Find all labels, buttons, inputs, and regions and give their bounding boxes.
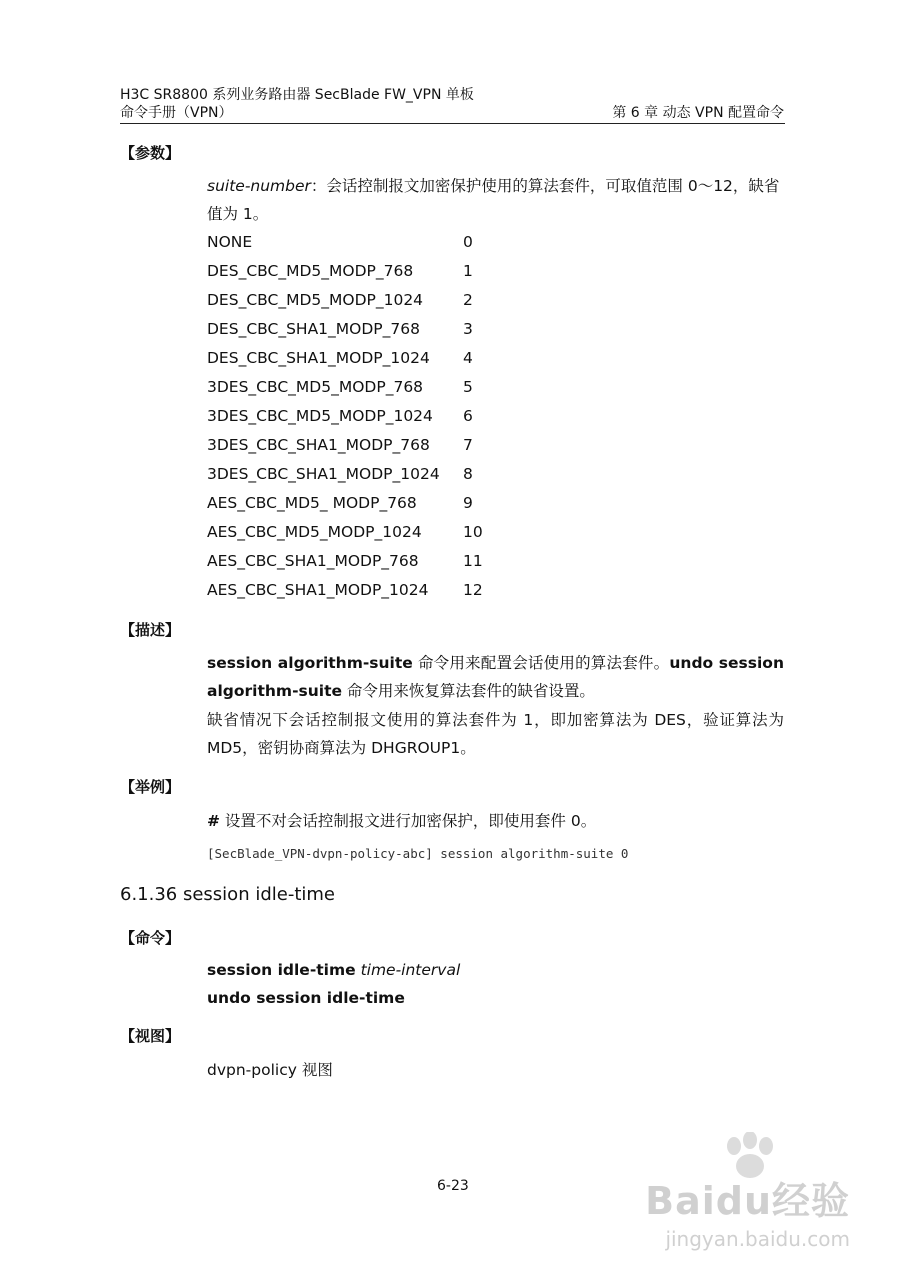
suite-name: 3DES_CBC_MD5_MODP_1024 xyxy=(207,407,433,425)
param-arg-name: suite-number xyxy=(207,177,311,195)
suite-row xyxy=(207,286,473,315)
desc-cmd-2: undo session algorithm-suite xyxy=(207,654,784,700)
view-heading: 【视图】 xyxy=(120,1027,181,1045)
page-number: 6-23 xyxy=(437,1178,469,1194)
command-line-1 xyxy=(207,956,784,984)
header-manual-name: 命令手册（VPN） xyxy=(120,105,233,121)
suite-value: 8 xyxy=(463,465,473,483)
paw-icon xyxy=(720,1132,780,1182)
command-line-2: undo session idle-time xyxy=(207,989,405,1007)
suite-value: 1 xyxy=(463,262,473,280)
desc-text-2: 命令用来恢复算法套件的缺省设置。 xyxy=(342,682,595,700)
suite-value: 10 xyxy=(463,523,483,541)
suite-row xyxy=(207,460,473,489)
watermark-brand: Baidu经验 xyxy=(645,1179,850,1223)
example-comment xyxy=(207,807,784,835)
command-heading: 【命令】 xyxy=(120,929,181,947)
cmd-arg-time-interval: time-interval xyxy=(355,961,461,979)
description-para-1 xyxy=(207,649,784,705)
suite-row xyxy=(207,344,473,373)
suite-row xyxy=(207,315,473,344)
suite-row xyxy=(207,576,483,605)
header-chapter: 第 6 章 动态 VPN 配置命令 xyxy=(612,105,784,121)
suite-name: AES_CBC_MD5_ MODP_768 xyxy=(207,494,417,512)
suite-name: 3DES_CBC_SHA1_MODP_1024 xyxy=(207,465,440,483)
suite-name: DES_CBC_MD5_MODP_1024 xyxy=(207,291,424,309)
suite-name: DES_CBC_SHA1_MODP_1024 xyxy=(207,349,430,367)
suite-name: 3DES_CBC_MD5_MODP_768 xyxy=(207,378,424,396)
suite-value: 11 xyxy=(463,552,483,570)
suite-row xyxy=(207,431,473,460)
header-title: H3C SR8800 系列业务路由器 SecBlade FW_VPN 单板 xyxy=(120,87,474,103)
view-text: dvpn-policy 视图 xyxy=(207,1061,333,1079)
suite-row xyxy=(207,547,483,576)
suite-name: 3DES_CBC_SHA1_MODP_768 xyxy=(207,436,430,454)
suite-name: DES_CBC_SHA1_MODP_768 xyxy=(207,320,420,338)
suite-value: 4 xyxy=(463,349,473,367)
params-description xyxy=(207,172,784,228)
watermark-url: jingyan.baidu.com xyxy=(665,1227,850,1251)
suite-value: 6 xyxy=(463,407,473,425)
suite-value: 7 xyxy=(463,436,473,454)
desc-text-1: 命令用来配置会话使用的算法套件。 xyxy=(412,654,670,672)
suite-name: AES_CBC_MD5_MODP_1024 xyxy=(207,523,422,541)
header-rule xyxy=(120,123,785,124)
suite-name: DES_CBC_MD5_MODP_768 xyxy=(207,262,414,280)
example-hash: # xyxy=(207,812,220,830)
suite-row xyxy=(207,489,473,518)
suite-name: NONE xyxy=(207,233,253,251)
suite-row xyxy=(207,228,473,257)
example-heading: 【举例】 xyxy=(120,778,181,796)
description-para-2: 缺省情况下会话控制报文使用的算法套件为 1，即加密算法为 DES，验证算法为 MD5，密钥协商算法为 DHGROUP1。 xyxy=(207,711,784,757)
suite-value: 2 xyxy=(463,291,473,309)
section-title: 6.1.36 session idle-time xyxy=(120,884,335,905)
suite-value: 0 xyxy=(463,233,473,251)
suite-value: 5 xyxy=(463,378,473,396)
suite-row xyxy=(207,373,473,402)
suite-value: 9 xyxy=(463,494,473,512)
example-code: [SecBlade_VPN-dvpn-policy-abc] session algorithm-suite 0 xyxy=(207,846,629,861)
suite-row xyxy=(207,402,473,431)
desc-cmd-1: session algorithm-suite xyxy=(207,654,413,672)
params-heading: 【参数】 xyxy=(120,144,181,162)
suite-row xyxy=(207,518,483,547)
cmd-session-idle-time: session idle-time xyxy=(207,961,356,979)
suite-value: 3 xyxy=(463,320,473,338)
param-desc-2: 值为 1。 xyxy=(207,205,269,223)
suite-row xyxy=(207,257,473,286)
suite-name: AES_CBC_SHA1_MODP_768 xyxy=(207,552,419,570)
description-heading: 【描述】 xyxy=(120,621,181,639)
watermark-logo xyxy=(640,1140,850,1251)
example-comment-text: 设置不对会话控制报文进行加密保护，即使用套件 0。 xyxy=(220,812,597,830)
suite-name: AES_CBC_SHA1_MODP_1024 xyxy=(207,581,429,599)
suite-value: 12 xyxy=(463,581,483,599)
param-desc-1: ：会话控制报文加密保护使用的算法套件，可取值范围 0～12，缺省 xyxy=(310,177,780,195)
